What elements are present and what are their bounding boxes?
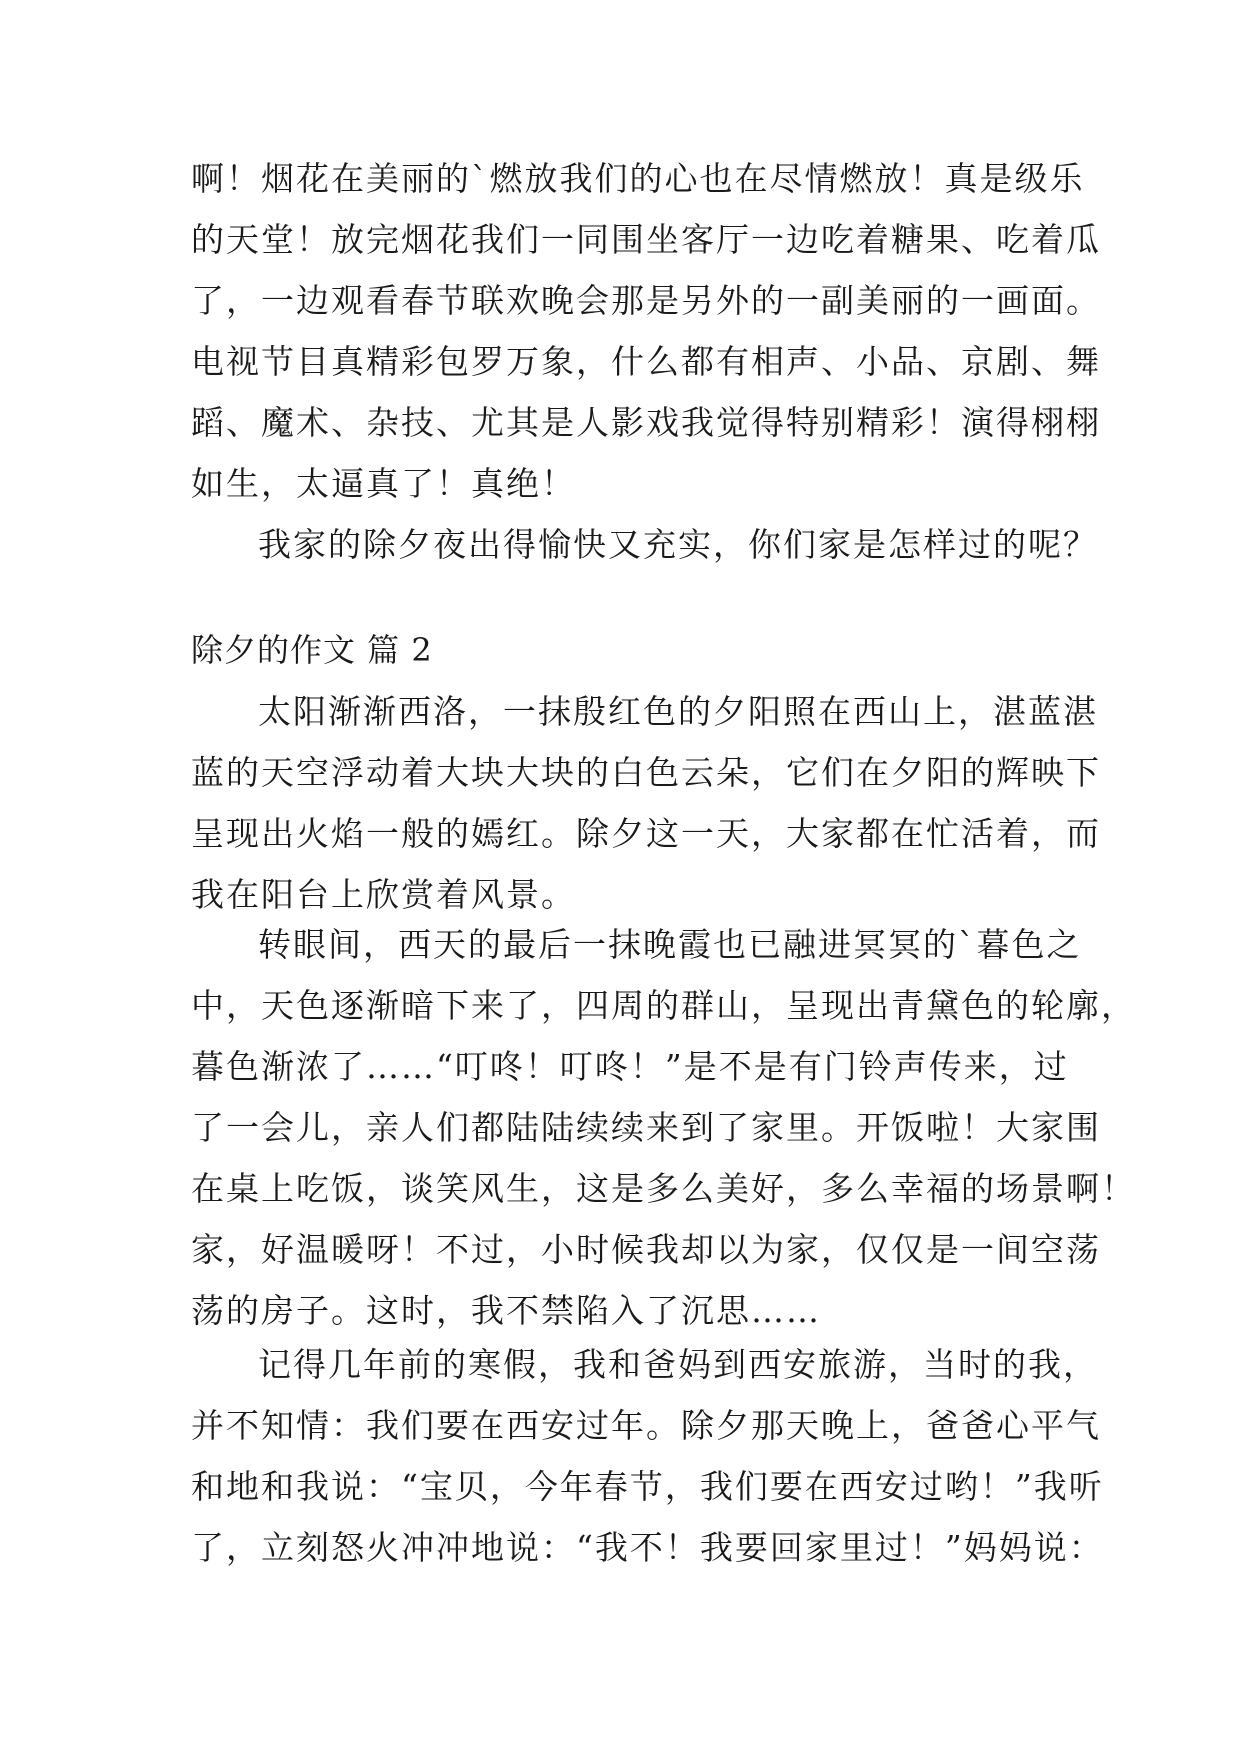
text-line: 家，好温暖呀！不过，小时候我却以为家，仅仅是一间空荡 [191,1230,1101,1269]
text-line: 转眼间，西天的最后一抹晚霞也已融进冥冥的`暮色之 [258,925,1082,964]
section-title: 除夕的作文 篇 2 [191,631,433,669]
text-line: 了一会儿，亲人们都陆陆续续来到了家里。开饭啦！大家围 [191,1108,1101,1147]
text-line: 蹈、魔术、杂技、尤其是人影戏我觉得特别精彩！演得栩栩 [191,403,1101,442]
text-line: 我在阳台上欣赏着风景。 [191,875,576,914]
text-line: 如生，太逼真了！真绝！ [191,464,576,503]
text-line: 和地和我说：“宝贝，今年春节，我们要在西安过哟！”我听 [191,1467,1104,1506]
text-line: 中，天色逐渐暗下来了，四周的群山，呈现出青黛色的轮廓， [191,986,1136,1025]
text-line: 啊！烟花在美丽的`燃放我们的心也在尽情燃放！真是级乐 [191,159,1085,198]
text-line: 呈现出火焰一般的嫣红。除夕这一天，大家都在忙活着，而 [191,814,1101,853]
paragraph-1 [191,681,1101,925]
text-line: 暮色渐浓了……“叮咚！叮咚！”是不是有门铃声传来，过 [191,1047,1069,1086]
closing-line: 我家的除夕夜出得愉快又充实，你们家是怎样过的呢？ [258,525,1098,564]
text-line: 并不知情：我们要在西安过年。除夕那天晚上，爸爸心平气 [191,1406,1101,1445]
text-line: 了，一边观看春节联欢晚会那是另外的一副美丽的一画面。 [191,281,1101,320]
text-line: 电视节目真精彩包罗万象，什么都有相声、小品、京剧、舞 [191,342,1101,381]
text-line: 的天堂！放完烟花我们一同围坐客厅一边吃着糖果、吃着瓜 [191,220,1101,259]
paragraph-2 [191,914,1136,1341]
text-line: 太阳渐渐西洛，一抹殷红色的夕阳照在西山上，湛蓝湛 [258,692,1098,731]
text-line: 荡的房子。这时，我不禁陷入了沉思…… [191,1291,821,1330]
text-line: 蓝的天空浮动着大块大块的白色云朵，它们在夕阳的辉映下 [191,753,1101,792]
text-line: 记得几年前的寒假，我和爸妈到西安旅游，当时的我， [258,1345,1098,1384]
top-paragraph [191,148,1101,575]
text-line: 了，立刻怒火冲冲地说：“我不！我要回家里过！”妈妈说： [191,1528,1104,1567]
text-line: 在桌上吃饭，谈笑风生，这是多么美好，多么幸福的场景啊！ [191,1169,1136,1208]
paragraph-3 [191,1334,1104,1578]
